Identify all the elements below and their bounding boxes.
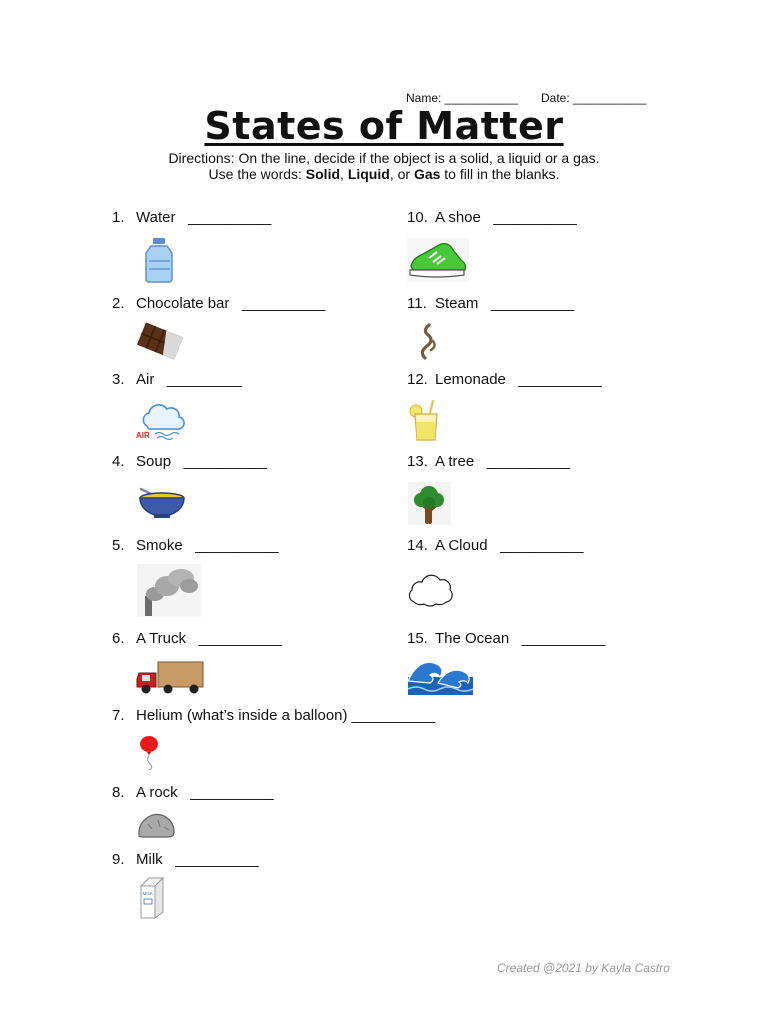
name-field-label: Name: ___________	[406, 91, 519, 105]
soup-bowl-icon	[137, 483, 187, 521]
question-2: 2. Chocolate bar __________	[112, 295, 326, 312]
svg-text:AIR: AIR	[136, 431, 150, 440]
directions-line-2: Use the words: Solid, Liquid, or Gas to fill in the blanks.	[208, 166, 560, 182]
directions	[0, 150, 768, 182]
answer-blank[interactable]: __________	[351, 707, 436, 724]
answer-blank[interactable]: __________	[490, 295, 575, 312]
answer-blank[interactable]: __________	[183, 453, 267, 470]
ocean-wave-icon	[408, 657, 473, 695]
question-10: 10. A shoe __________	[407, 209, 577, 226]
answer-blank[interactable]: __________	[195, 537, 279, 554]
directions-line-1: Directions: On the line, decide if the object is a solid, a liquid or a gas.	[168, 150, 600, 166]
answer-blank[interactable]: __________	[486, 453, 571, 470]
truck-icon	[136, 659, 204, 695]
answer-blank[interactable]: __________	[241, 295, 326, 312]
milk-carton-icon	[135, 876, 169, 920]
shoe-icon	[407, 238, 469, 282]
question-5: 5. Smoke __________	[112, 537, 279, 554]
question-11: 11. Steam __________	[407, 295, 575, 312]
lemonade-glass-icon	[407, 398, 445, 442]
chocolate-bar-icon	[136, 321, 184, 361]
answer-blank[interactable]: __________	[198, 630, 282, 647]
tree-icon	[408, 482, 451, 525]
cloud-icon	[406, 572, 454, 610]
question-13: 13. A tree __________	[407, 453, 571, 470]
air-cloud-icon	[135, 400, 185, 442]
balloon-icon	[137, 734, 163, 770]
answer-blank[interactable]: __________	[493, 209, 577, 226]
question-3: 3. Air _________	[112, 371, 242, 388]
question-15: 15. The Ocean __________	[407, 630, 606, 647]
answer-blank[interactable]: __________	[521, 630, 606, 647]
steam-icon	[409, 322, 449, 360]
question-8: 8. A rock __________	[112, 784, 274, 801]
answer-blank[interactable]: __________	[518, 371, 602, 388]
question-12: 12. Lemonade __________	[407, 371, 602, 388]
smoke-icon	[137, 564, 201, 617]
question-9: 9. Milk __________	[112, 851, 259, 868]
water-bottle-icon	[137, 236, 182, 283]
answer-blank[interactable]: _________	[166, 371, 242, 388]
question-4: 4. Soup __________	[112, 453, 267, 470]
answer-blank[interactable]: __________	[500, 537, 584, 554]
answer-blank[interactable]: __________	[175, 851, 259, 868]
question-14: 14. A Cloud __________	[407, 537, 584, 554]
answer-blank[interactable]: __________	[187, 209, 272, 226]
question-1: 1. Water __________	[112, 209, 272, 226]
question-6: 6. A Truck __________	[112, 630, 282, 647]
svg-text:MILK: MILK	[142, 891, 154, 896]
question-7: 7. Helium (what’s inside a balloon) __________	[112, 707, 436, 724]
date-field-label: Date: ___________	[541, 91, 647, 105]
footer-credit: Created @2021 by Kayla Castro	[497, 961, 670, 975]
rock-icon	[136, 810, 176, 840]
answer-blank[interactable]: __________	[190, 784, 274, 801]
page-title: States of Matter	[204, 104, 564, 148]
